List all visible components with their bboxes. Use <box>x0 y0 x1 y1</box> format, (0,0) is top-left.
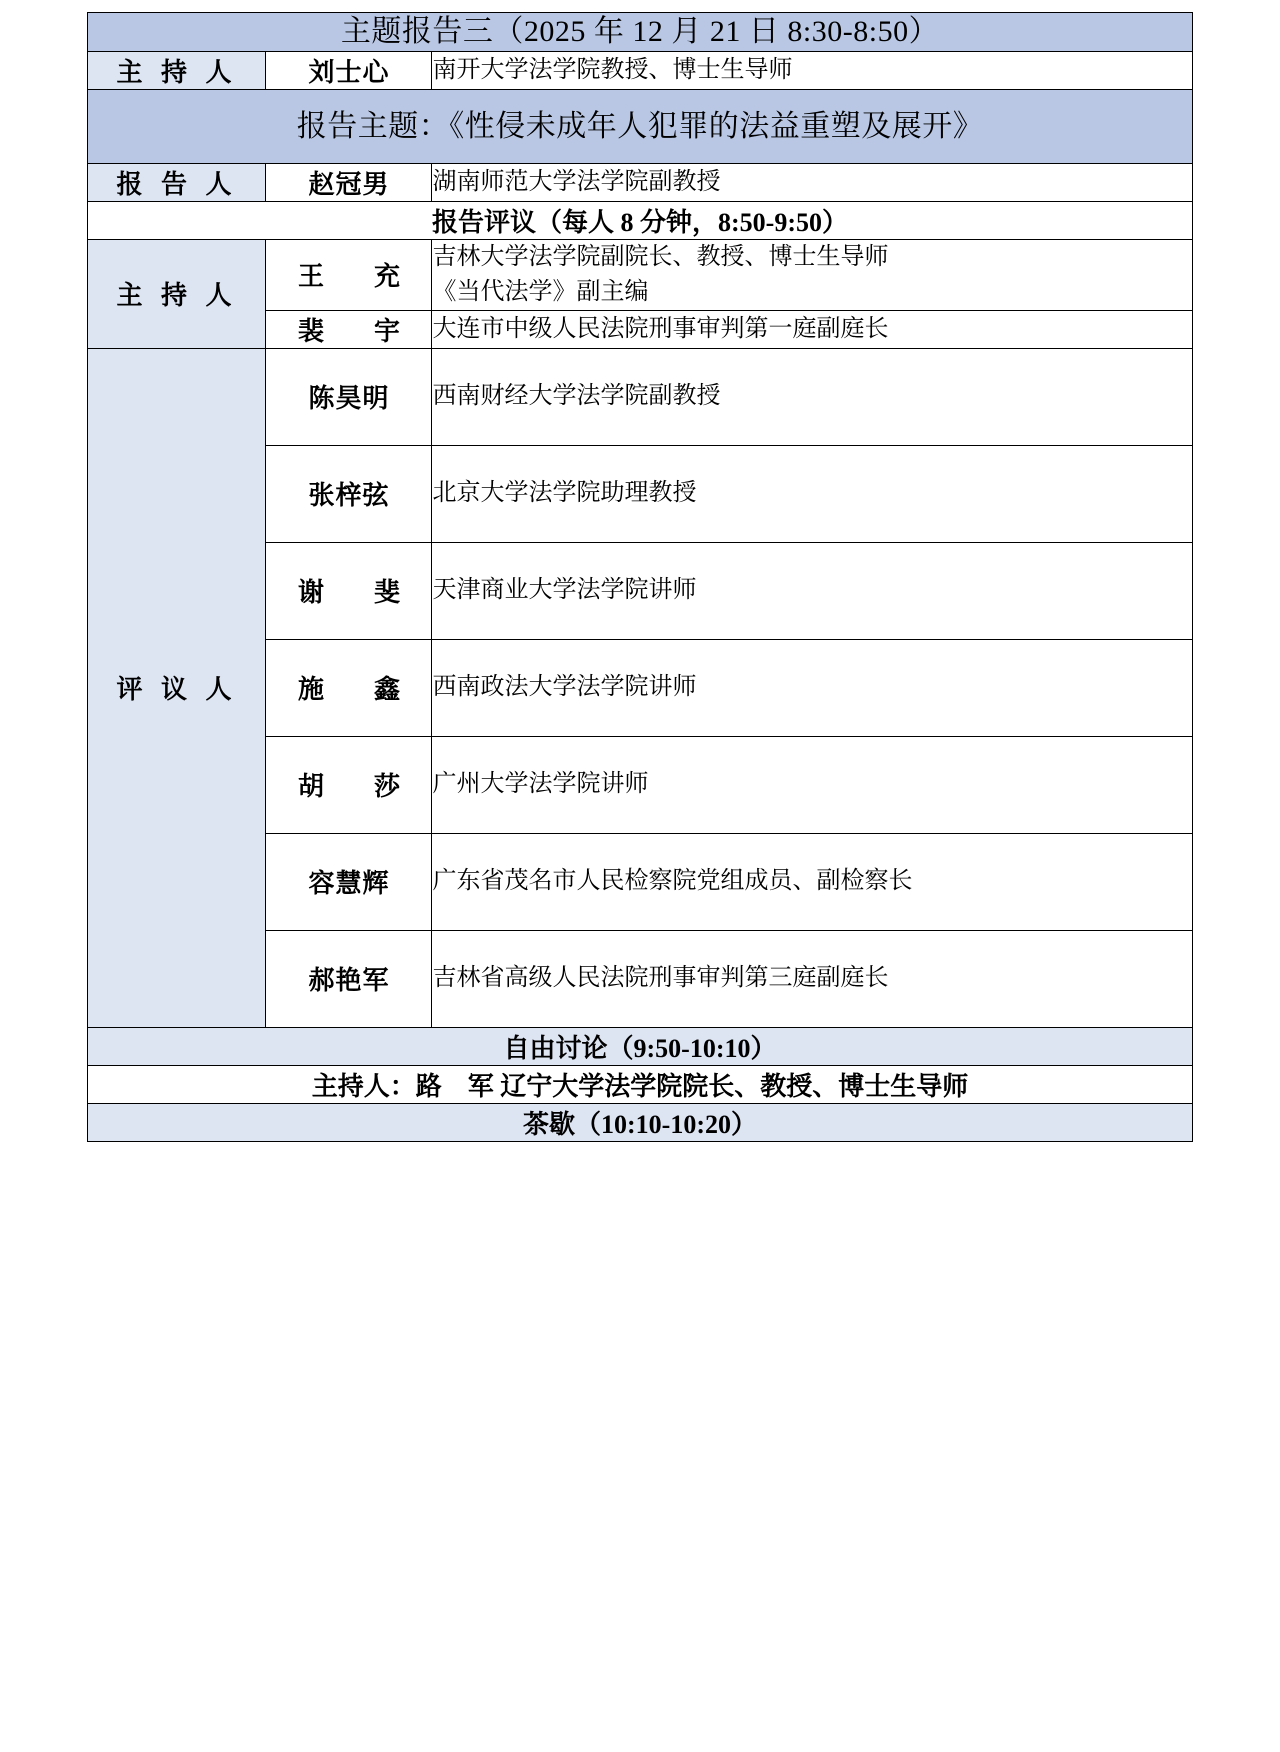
host-role-label: 主 持 人 <box>88 51 266 89</box>
tea-break-banner: 茶歇（10:10-10:20） <box>88 1103 1192 1141</box>
comment-host-description-line2: 《当代法学》副主编 <box>432 278 649 305</box>
commentator-description: 广东省茂名市人民检察院党组成员、副检察长 <box>432 833 1192 930</box>
table-row <box>88 348 1192 445</box>
commentator-name: 谢 斐 <box>266 542 432 639</box>
commentator-description: 西南政法大学法学院讲师 <box>432 639 1192 736</box>
comment-host-description-line1: 吉林大学法学院副院长、教授、博士生导师 <box>432 244 889 270</box>
commentator-name: 胡 莎 <box>266 736 432 833</box>
table-row <box>88 13 1192 52</box>
session-title: 主题报告三（2025 年 12 月 21 日 8:30-8:50） <box>88 13 1192 52</box>
comment-host-description <box>432 240 1192 311</box>
table-row <box>88 240 1192 311</box>
speaker-role-label: 报 告 人 <box>88 164 266 202</box>
table-row <box>88 1065 1192 1103</box>
report-topic: 报告主题：《性侵未成年人犯罪的法益重塑及展开》 <box>88 89 1192 164</box>
commentator-description: 北京大学法学院助理教授 <box>432 445 1192 542</box>
commentator-role-label: 评 议 人 <box>88 348 266 1027</box>
free-discussion-banner: 自由讨论（9:50-10:10） <box>88 1027 1192 1065</box>
speaker-description: 湖南师范大学法学院副教授 <box>432 164 1192 202</box>
table-row <box>88 89 1192 164</box>
host-name: 刘士心 <box>266 51 432 89</box>
comment-host-description: 大连市中级人民法院刑事审判第一庭副庭长 <box>432 310 1192 348</box>
commentator-description: 吉林省高级人民法院刑事审判第三庭副庭长 <box>432 930 1192 1027</box>
commentator-description: 天津商业大学法学院讲师 <box>432 542 1192 639</box>
table-row <box>88 202 1192 240</box>
comment-host-name: 王 充 <box>266 240 432 311</box>
table-row <box>88 1103 1192 1141</box>
commentator-name: 张梓弦 <box>266 445 432 542</box>
comment-banner: 报告评议（每人 8 分钟，8:50-9:50） <box>88 202 1192 240</box>
comment-host-role-label: 主 持 人 <box>88 240 266 349</box>
commentator-name: 郝艳军 <box>266 930 432 1027</box>
agenda-table <box>87 12 1192 1142</box>
speaker-name: 赵冠男 <box>266 164 432 202</box>
commentator-name: 容慧辉 <box>266 833 432 930</box>
table-row <box>88 164 1192 202</box>
free-discussion-host: 主持人：路 军 辽宁大学法学院院长、教授、博士生导师 <box>88 1065 1192 1103</box>
table-row <box>88 1027 1192 1065</box>
commentator-description: 西南财经大学法学院副教授 <box>432 348 1192 445</box>
commentator-name: 施 鑫 <box>266 639 432 736</box>
commentator-description: 广州大学法学院讲师 <box>432 736 1192 833</box>
table-row <box>88 51 1192 89</box>
commentator-name: 陈昊明 <box>266 348 432 445</box>
host-description: 南开大学法学院教授、博士生导师 <box>432 51 1192 89</box>
comment-host-name: 裴 宇 <box>266 310 432 348</box>
